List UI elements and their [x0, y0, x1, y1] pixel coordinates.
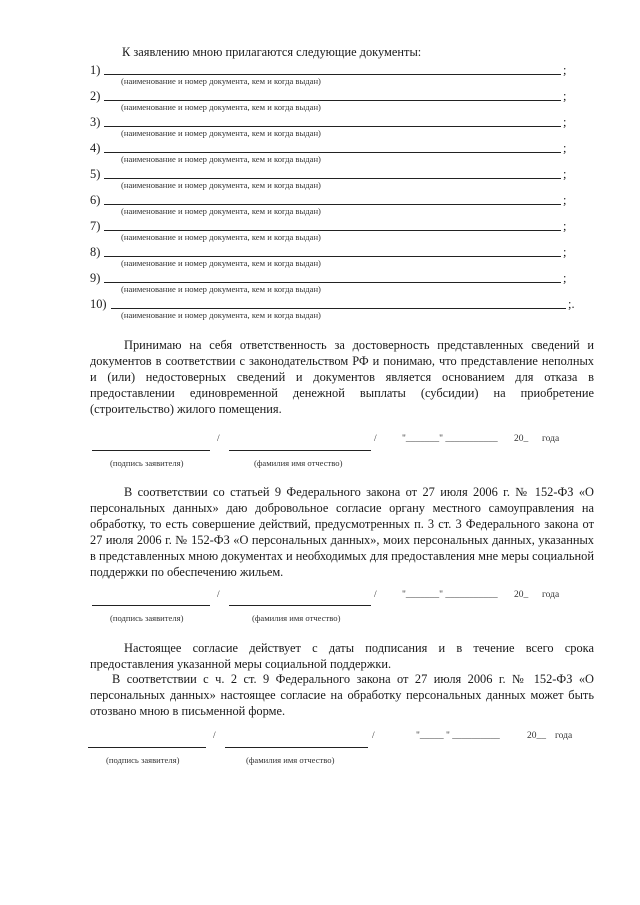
item-input-line[interactable]	[104, 230, 561, 231]
item-number: 2)	[90, 89, 101, 103]
year-word: года	[542, 590, 560, 600]
item-input-line[interactable]	[104, 256, 561, 257]
item-terminator: ;	[563, 271, 567, 285]
item-number: 4)	[90, 141, 101, 155]
item-input-line[interactable]	[104, 74, 561, 75]
item-caption: (наименование и номер документа, кем и когда выдан)	[121, 102, 321, 112]
item-number: 8)	[90, 245, 101, 259]
slash: /	[213, 731, 216, 741]
slash: /	[374, 434, 377, 444]
item-input-line[interactable]	[104, 100, 561, 101]
sign-caption: (подпись заявителя)	[106, 755, 180, 765]
date-field[interactable]: "_____ " __________	[416, 731, 500, 741]
date-field[interactable]: "_______" ___________	[402, 434, 498, 444]
year-word: года	[555, 731, 573, 741]
item-input-line[interactable]	[104, 204, 561, 205]
item-number: 6)	[90, 193, 101, 207]
responsibility-paragraph: Принимаю на себя ответственность за достоверность представленных сведений и документов в соответствии с законодательством РФ и понимаю, что представление неполных и (или) недостоверных сведений и документов является основанием для отказа в предоставлении единовременной денежной выплаты (субсидии) на приобретение (строительство) жилого помещения.	[90, 338, 594, 416]
slash: /	[374, 590, 377, 600]
item-terminator: ;	[563, 63, 567, 77]
item-caption: (наименование и номер документа, кем и когда выдан)	[121, 180, 321, 190]
slash: /	[217, 434, 220, 444]
item-terminator: ;	[563, 89, 567, 103]
item-caption: (наименование и номер документа, кем и когда выдан)	[121, 310, 321, 320]
item-input-line[interactable]	[111, 308, 566, 309]
item-number: 7)	[90, 219, 101, 233]
name-caption: (фамилия имя отчество)	[252, 613, 341, 623]
item-terminator: ;	[563, 141, 567, 155]
name-caption: (фамилия имя отчество)	[254, 458, 343, 468]
name-line[interactable]	[225, 747, 368, 748]
item-caption: (наименование и номер документа, кем и когда выдан)	[121, 258, 321, 268]
year-word: года	[542, 434, 560, 444]
item-caption: (наименование и номер документа, кем и когда выдан)	[121, 128, 321, 138]
item-caption: (наименование и номер документа, кем и когда выдан)	[121, 232, 321, 242]
date-field[interactable]: "_______" ___________	[402, 590, 498, 600]
name-caption: (фамилия имя отчество)	[246, 755, 335, 765]
sign-caption: (подпись заявителя)	[110, 458, 184, 468]
item-number: 10)	[90, 297, 107, 311]
item-terminator: ;	[563, 219, 567, 233]
item-input-line[interactable]	[104, 178, 561, 179]
year-field[interactable]: 20_	[514, 590, 529, 600]
item-caption: (наименование и номер документа, кем и когда выдан)	[121, 206, 321, 216]
item-terminator: ;	[563, 167, 567, 181]
item-number: 1)	[90, 63, 101, 77]
item-number: 5)	[90, 167, 101, 181]
validity-paragraph: Настоящее согласие действует с даты подписания и в течение всего срока предоставления указанной меры социальной поддержки.	[90, 641, 594, 671]
sign-caption: (подпись заявителя)	[110, 613, 184, 623]
signature-line[interactable]	[92, 450, 210, 451]
name-line[interactable]	[229, 450, 371, 451]
signature-line[interactable]	[88, 747, 206, 748]
item-caption: (наименование и номер документа, кем и когда выдан)	[121, 284, 321, 294]
intro-text: К заявлению мною прилагаются следующие документы:	[122, 45, 422, 59]
item-caption: (наименование и номер документа, кем и когда выдан)	[121, 154, 321, 164]
item-terminator: ;	[563, 115, 567, 129]
item-input-line[interactable]	[104, 282, 561, 283]
item-terminator: ;	[563, 245, 567, 259]
item-input-line[interactable]	[104, 152, 561, 153]
item-caption: (наименование и номер документа, кем и когда выдан)	[121, 76, 321, 86]
year-field[interactable]: 20__	[527, 731, 546, 741]
slash: /	[217, 590, 220, 600]
revocation-paragraph: В соответствии с ч. 2 ст. 9 Федерального закона от 27 июля 2006 г. № 152-ФЗ «О персональных данных» настоящее согласие на обработку персональных данных может быть отозвано мною в письменной форме.	[90, 672, 594, 718]
name-line[interactable]	[229, 605, 371, 606]
item-number: 9)	[90, 271, 101, 285]
signature-line[interactable]	[92, 605, 210, 606]
consent-paragraph: В соответствии со статьей 9 Федерального закона от 27 июля 2006 г. № 152-ФЗ «О персональных данных» даю добровольное согласие органу местного самоуправления на обработку, то есть совершение действий, предусмотренных п. 3 ст. 3 Федерального закона от 27 июля 2006 г. № 152-ФЗ «О персональных данных», моих персональных данных, указанных в представленных мною документах и необходимых для предоставления мне меры социальной поддержки по обеспечению жильем.	[90, 485, 594, 579]
item-input-line[interactable]	[104, 126, 561, 127]
item-terminator: ;.	[568, 297, 575, 311]
slash: /	[372, 731, 375, 741]
item-number: 3)	[90, 115, 101, 129]
item-terminator: ;	[563, 193, 567, 207]
year-field[interactable]: 20_	[514, 434, 529, 444]
